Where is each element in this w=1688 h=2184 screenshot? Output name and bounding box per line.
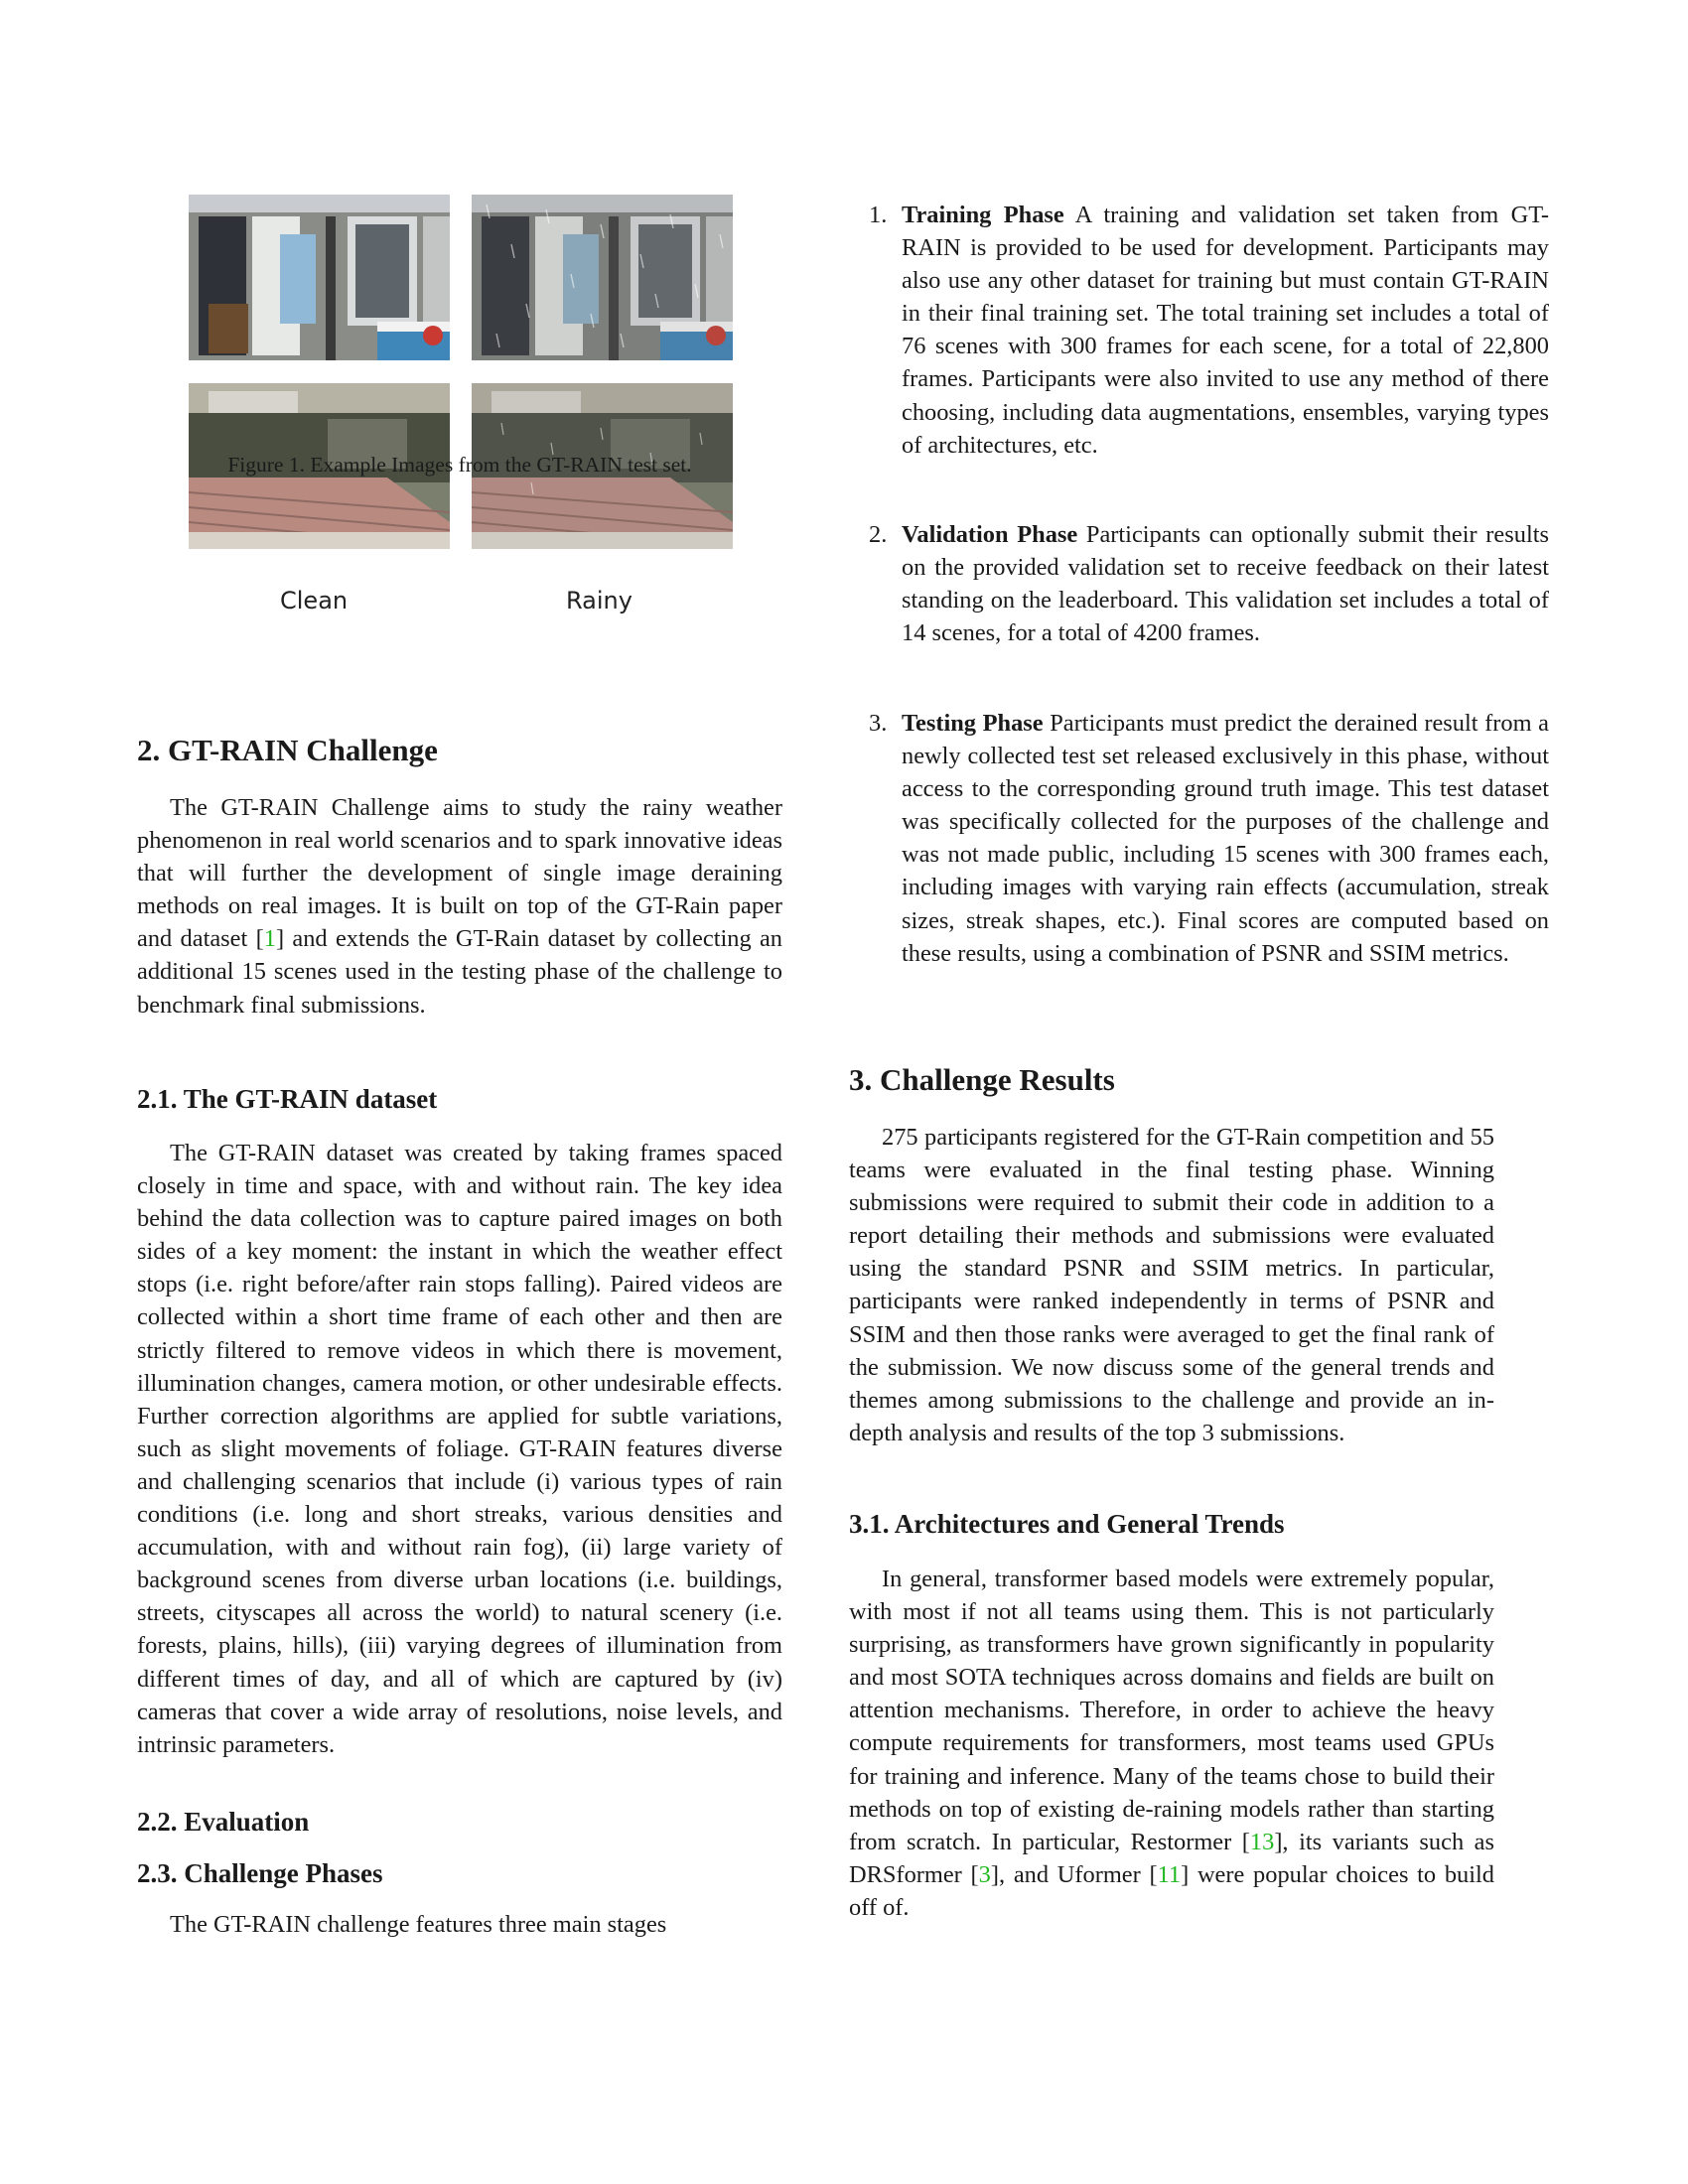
section-3-heading: 3. Challenge Results <box>849 1062 1115 1097</box>
section-2-1-paragraph: The GT-RAIN dataset was created by taking frames spaced closely in time and space, with and without rain. The key idea behind the data collection was to capture paired images on both sides of a key moment: the instant in which the weather effect stops (i.e. right before/after rain stops falling). Paired videos are collected within a short time frame of each other and then are strictly filtered to remove videos in which there is movement, illumination changes, camera motion, or other undesirable effects. Further correction algorithms are applied for subtle variations, such as slight movements of foliage. GT-RAIN features diverse and challenging scenarios that include (i) various types of rain conditions (i.e. long and short streaks, various densities and accumulation, with and without rain fog), (ii) large variety of background scenes from diverse urban locations (i.e. buildings, streets, cityscapes all across the world) to natural scenery (i.e. forests, plains, hills), (iii) varying degrees of illumination from different times of day, and all of which are captured by (iv) cameras that cover a wide array of resolutions, noise levels, and intrinsic parameters. <box>137 1140 782 1758</box>
section-3-1-paragraph <box>849 1563 1494 1924</box>
section-2-text-a: The GT-RAIN Challenge aims to study the rainy weather phenomenon in real world scenarios and to spark innovative ideas that will further the development of single image deraining methods on real images. It is built on top of the GT-Rain paper and dataset [ <box>137 794 782 953</box>
phase-number: 2. <box>869 521 888 548</box>
section-2-text-b: ] and extends the GT-Rain dataset by collecting an additional 15 scenes used in the testing phase of the challenge to benchmark final submissions. <box>137 925 782 1019</box>
section-3-1-heading: 3.1. Architectures and General Trends <box>849 1509 1285 1539</box>
section-2-3-paragraph: The GT-RAIN challenge features three main stages <box>170 1911 667 1938</box>
section-2-1-heading: 2.1. The GT-RAIN dataset <box>137 1084 438 1114</box>
section-2-2-heading: 2.2. Evaluation <box>137 1807 310 1837</box>
section-3-paragraph: 275 participants registered for the GT-Rain competition and 55 teams were evaluated in the final testing phase. Winning submissions were required to submit their code in addition to a report detailing their methods and submissions were evaluated using the standard PSNR and SSIM metrics. In particular, participants were ranked independently in terms of PSNR and SSIM and then those ranks were averaged to get the final rank of the submission. We now discuss some of the general trends and themes among submissions to the challenge and provide an in-depth analysis and results of the top 3 submissions. <box>849 1124 1494 1446</box>
section-2-paragraph <box>137 791 782 1022</box>
phase-text <box>902 199 1549 462</box>
phase-term: Testing Phase <box>902 710 1044 737</box>
rainy-image-storefront <box>472 195 733 360</box>
phase-number: 1. <box>869 202 888 228</box>
phase-description: Participants can optionally submit their results on the provided validation set to receive feedback on their latest standing on the leaderboard. This validation set includes a total of 14 scenes, for a total of 4200 frames. <box>902 521 1549 647</box>
section-2-3-heading: 2.3. Challenge Phases <box>137 1858 383 1888</box>
section-3-1-text-b: ], its variants such as DRSformer [ <box>849 1828 1495 1888</box>
section-3-1-text-d: ] were popular choices to build off of. <box>849 1860 1494 1921</box>
phase-term: Validation Phase <box>902 521 1078 548</box>
phase-description: Participants must predict the derained result from a newly collected test set released exclusively in this phase, without access to the corresponding ground truth image. This test dataset was specifically collected for the purposes of the challenge and was not made public, including 15 scenes with 300 frames each, including images with varying rain effects (accumulation, streak sizes, streak shapes, etc.). Final scores are computed based on these results, using a combination of PSNR and SSIM metrics. <box>902 710 1549 967</box>
citation-link[interactable]: 3 <box>978 1860 991 1888</box>
figure-label-rainy: Rainy <box>566 587 633 614</box>
phase-term: Training Phase <box>902 202 1064 228</box>
phase-text <box>902 707 1549 970</box>
section-2-heading: 2. GT-RAIN Challenge <box>137 733 438 767</box>
phase-description: A training and validation set taken from GT-RAIN is provided to be used for development. Participants may also use any other dataset for training but must contain GT-RAIN in their final training set. The total training set includes a total of 76 scenes with 300 frames for each scene, for a total of 22,800 frames. Participants were also invited to use any method of there choosing, including data augmentations, ensembles, varying types of architectures, etc. <box>902 202 1549 459</box>
citation-link[interactable]: 13 <box>1249 1828 1275 1855</box>
section-3-1-text-a: In general, transformer based models were extremely popular, with most if not all teams using them. This is not particularly surprising, as transformers have grown significantly in popularity and most SOTA techniques across domains and fields are built on attention mechanisms. Therefore, in order to achieve the heavy compute requirements for transformers, most teams used GPUs for training and inference. Many of the teams chose to build their methods on top of existing de-raining models rather than starting from scratch. In particular, Restormer [ <box>849 1566 1494 1855</box>
citation-link[interactable]: 11 <box>1157 1860 1182 1888</box>
phase-text <box>902 518 1549 649</box>
figure-caption: Figure 1. Example Images from the GT-RAIN test set. <box>227 453 692 477</box>
citation-link[interactable]: 1 <box>263 925 276 953</box>
figure-label-clean: Clean <box>280 587 349 614</box>
clean-image-storefront <box>189 195 450 360</box>
section-3-1-text-c: ], and Uformer [ <box>990 1860 1158 1888</box>
phase-number: 3. <box>869 710 888 737</box>
